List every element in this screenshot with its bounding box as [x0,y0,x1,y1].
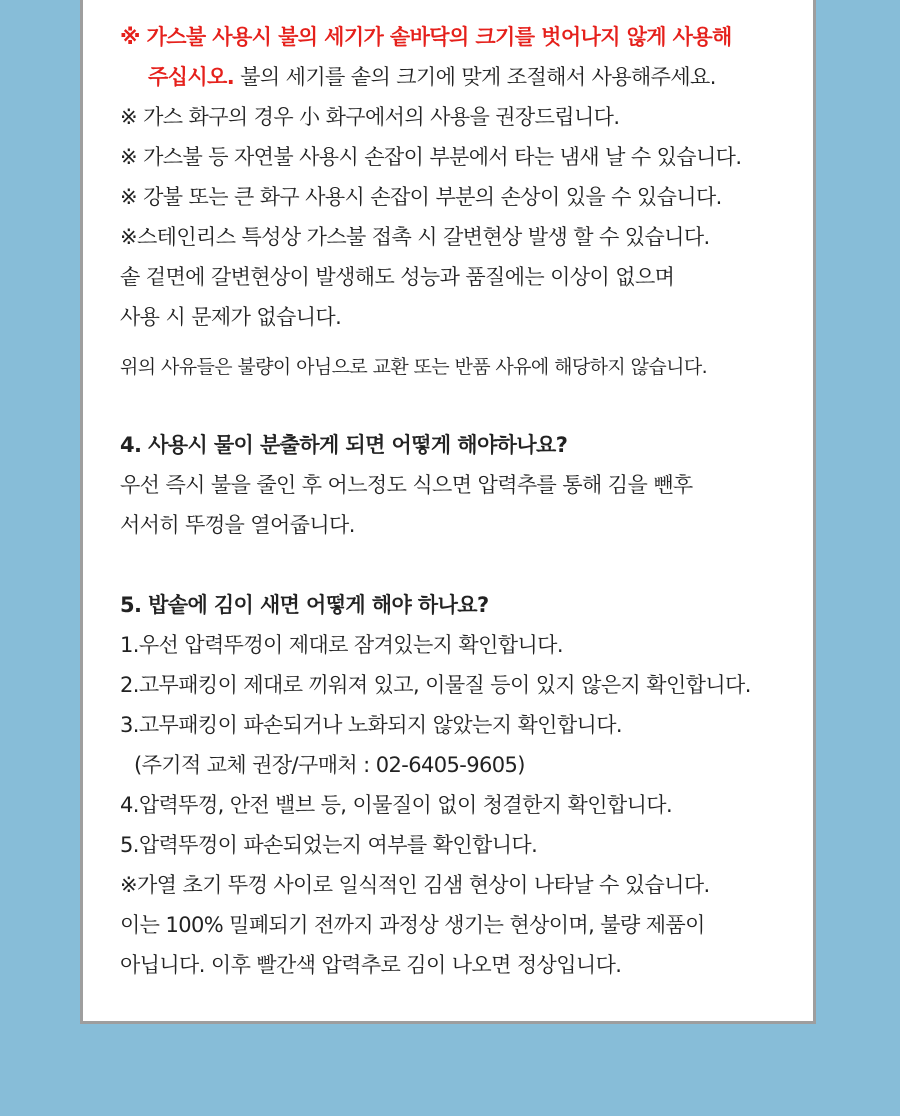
faq-question-5: 5. 밥솥에 김이 새면 어떻게 해야 하나요? [120,593,489,617]
faq-question-4: 4. 사용시 물이 분출하게 되면 어떻게 해야하나요? [120,433,568,457]
notice-line-8: 사용 시 문제가 없습니다. [120,305,342,329]
warning-text-rest: 불의 세기를 솥의 크기에 맞게 조절해서 사용해주세요. [234,65,716,89]
notice-line-7: 솥 겉면에 갈변현상이 발생해도 성능과 품질에는 이상이 없으며 [120,265,675,289]
notice-content [120,17,800,985]
faq-answer-4-line-1: 우선 즉시 불을 줄인 후 어느정도 식으면 압력추를 통해 김을 뺀후 [120,473,693,497]
faq-answer-5-item-2: 2.고무패킹이 제대로 끼워져 있고, 이물질 등이 있지 않은지 확인합니다. [120,673,751,697]
faq-answer-5-item-3: 3.고무패킹이 파손되거나 노화되지 않았는지 확인합니다. [120,713,622,737]
faq-note-line-1: ※가열 초기 뚜껑 사이로 일식적인 김샘 현상이 나타날 수 있습니다. [120,873,710,897]
warning-text-red-2: 주십시오. [148,65,235,89]
notice-line-4: ※ 가스불 등 자연불 사용시 손잡이 부분에서 타는 냄새 날 수 있습니다. [120,145,742,169]
faq-answer-5-item-5: 5.압력뚜껑이 파손되었는지 여부를 확인합니다. [120,833,538,857]
warning-text-red: ※ 가스불 사용시 불의 세기가 솥바닥의 크기를 벗어나지 않게 사용해 [120,25,732,49]
faq-note-line-3: 아닙니다. 이후 빨간색 압력추로 김이 나오면 정상입니다. [120,953,622,977]
notice-line-6: ※스테인리스 특성상 가스불 접촉 시 갈변현상 발생 할 수 있습니다. [120,225,710,249]
notice-card [80,0,816,1024]
faq-note-line-2: 이는 100% 밀폐되기 전까지 과정상 생기는 현상이며, 불량 제품이 [120,913,705,937]
warning-line-1 [120,17,800,57]
notice-line-3: ※ 가스 화구의 경우 小 화구에서의 사용을 권장드립니다. [120,105,620,129]
warning-line-2 [120,57,800,97]
notice-line-5: ※ 강불 또는 큰 화구 사용시 손잡이 부분의 손상이 있을 수 있습니다. [120,185,722,209]
faq-answer-4-line-2: 서서히 뚜껑을 열어줍니다. [120,513,355,537]
faq-answer-5-item-4: 4.압력뚜껑, 안전 밸브 등, 이물질이 없이 청결한지 확인합니다. [120,793,673,817]
disclaimer-text: 위의 사유들은 불량이 아님으로 교환 또는 반품 사유에 해당하지 않습니다. [120,356,708,378]
faq-answer-5-item-1: 1.우선 압력뚜껑이 제대로 잠겨있는지 확인합니다. [120,633,563,657]
faq-answer-5-contact: (주기적 교체 권장/구매처 : 02-6405-9605) [134,753,525,777]
